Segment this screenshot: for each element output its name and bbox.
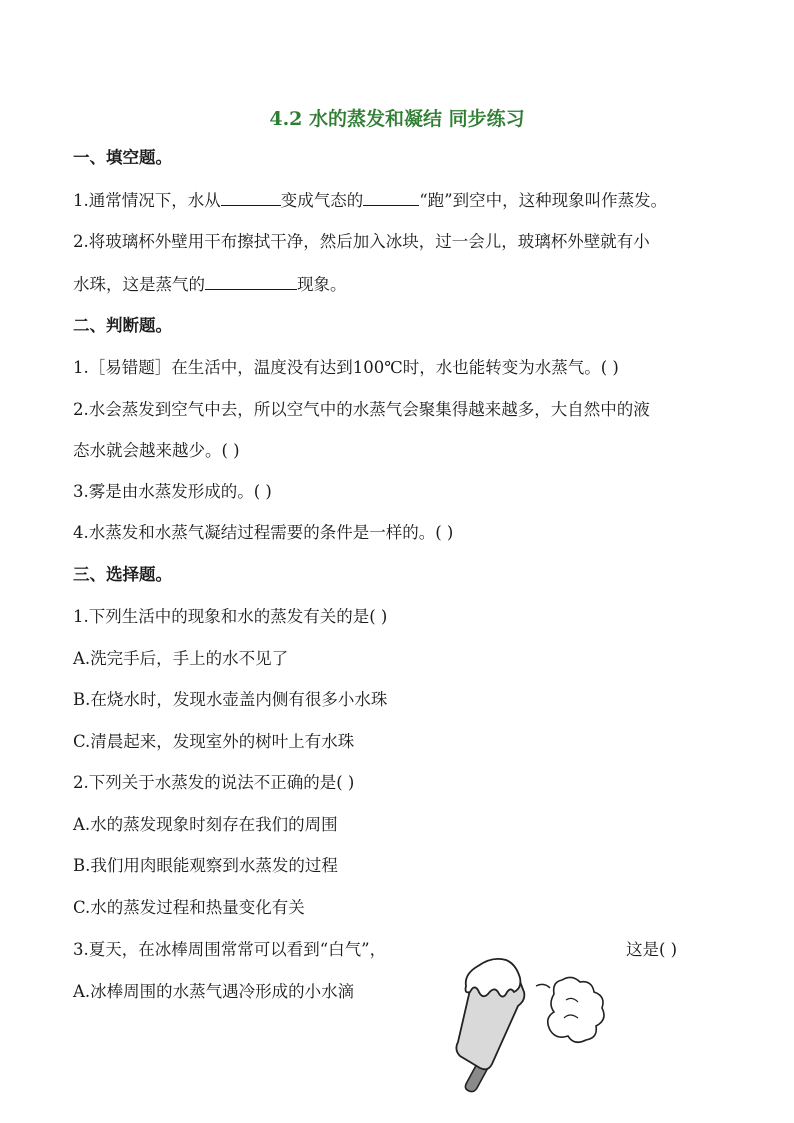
judge-question-3: 3.雾是由水蒸发形成的。( ) xyxy=(73,482,272,501)
page-title: 4.2 水的蒸发和凝结 同步练习 xyxy=(269,108,525,130)
popsicle-illustration xyxy=(452,952,612,1102)
judge-question-2-line-1: 2.水会蒸发到空气中去，所以空气中的水蒸气会聚集得越来越多，大自然中的液 xyxy=(73,400,650,419)
choice-q2-option-b: B.我们用肉眼能观察到水蒸发的过程 xyxy=(73,856,338,875)
choice-q1-option-a: A.洗完手后，手上的水不见了 xyxy=(73,649,289,668)
fill-q2-part-a: 水珠，这是蒸气的 xyxy=(73,275,205,294)
section-heading-multiple-choice: 三、选择题。 xyxy=(73,565,172,584)
choice-question-3-stem: 3.夏天，在冰棒周围常常可以看到“白气”， xyxy=(73,940,387,959)
popsicle-icon xyxy=(456,959,524,1092)
choice-question-2-stem: 2.下列关于水蒸发的说法不正确的是( ) xyxy=(73,773,355,792)
fill-q2-part-b: 现象。 xyxy=(297,275,347,294)
fill-q1-part-c: “跑”到空中，这种现象叫作蒸发。 xyxy=(419,191,668,210)
steam-cloud-icon xyxy=(536,977,604,1042)
fill-question-2-line-2 xyxy=(73,273,347,296)
choice-q2-option-a: A.水的蒸发现象时刻存在我们的周围 xyxy=(73,815,338,834)
fill-question-1 xyxy=(73,189,667,212)
choice-q1-option-b: B.在烧水时，发现水壶盖内侧有很多小水珠 xyxy=(73,690,388,709)
answer-blank-3[interactable] xyxy=(205,273,297,290)
choice-q3-option-a: A.冰棒周围的水蒸气遇冷形成的小水滴 xyxy=(73,982,355,1001)
answer-blank-1[interactable] xyxy=(221,189,281,206)
fill-q1-part-b: 变成气态的 xyxy=(280,191,364,210)
judge-question-1: 1.［易错题］在生活中，温度没有达到100℃时，水也能转变为水蒸气。( ) xyxy=(73,358,619,377)
choice-q2-option-c: C.水的蒸发过程和热量变化有关 xyxy=(73,898,305,917)
fill-q1-part-a: 1.通常情况下，水从 xyxy=(73,191,221,210)
judge-question-4: 4.水蒸发和水蒸气凝结过程需要的条件是一样的。( ) xyxy=(73,523,454,542)
section-heading-true-false: 二、判断题。 xyxy=(73,316,172,335)
answer-blank-2[interactable] xyxy=(363,189,419,206)
judge-question-2-line-2: 态水就会越来越少。( ) xyxy=(73,441,240,460)
choice-question-1-stem: 1.下列生活中的现象和水的蒸发有关的是( ) xyxy=(73,607,388,626)
section-heading-fill-blank: 一、填空题。 xyxy=(73,148,172,167)
choice-q1-option-c: C.清晨起来，发现室外的树叶上有水珠 xyxy=(73,732,355,751)
fill-question-2-line-1: 2.将玻璃杯外壁用干布擦拭干净，然后加入冰块，过一会儿，玻璃杯外壁就有小 xyxy=(73,232,650,251)
choice-question-3-stem-end: 这是( ) xyxy=(626,940,678,959)
